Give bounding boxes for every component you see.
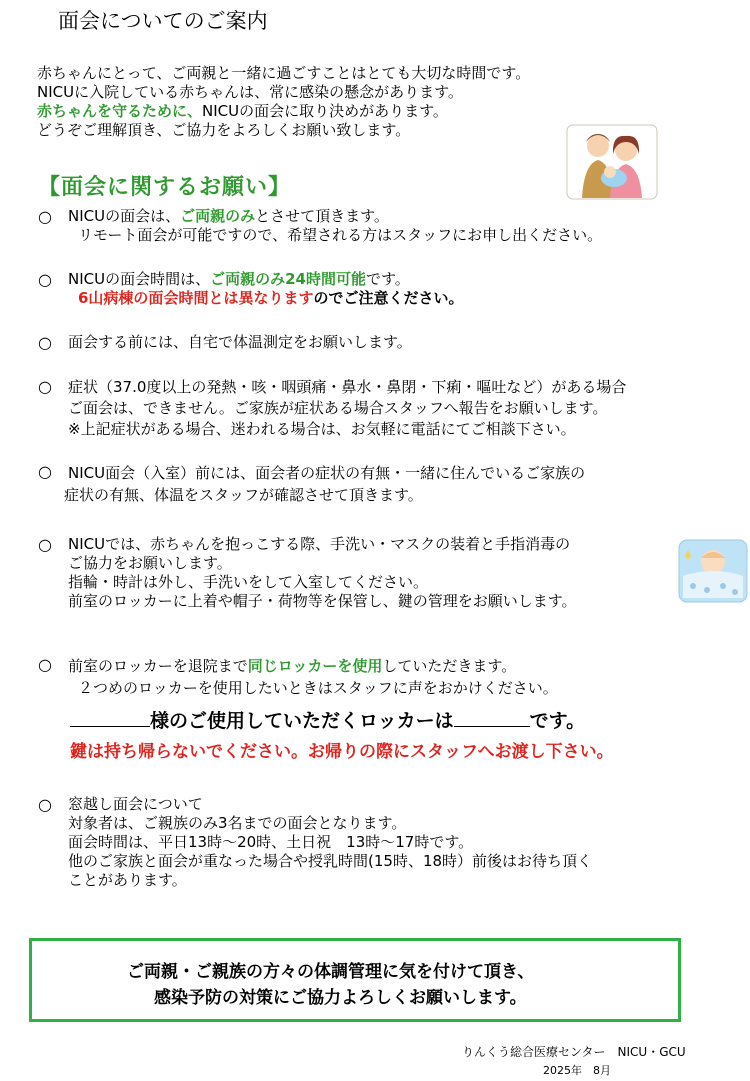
item6-line-2: ご協力をお願いします。 (68, 554, 232, 572)
key-warning: 鍵は持ち帰らないでください。お帰りの際にスタッフへお渡し下さい。 (70, 742, 614, 762)
item8-line-4: 他のご家族と面会が重なった場合や授乳時間(15時、18時）前後はお待ち頂く (68, 852, 593, 870)
bullet-circle-icon: ○ (38, 333, 52, 352)
item2-line-1 (68, 270, 463, 289)
locker-text-1: 様のご使用していただくロッカーは (150, 710, 454, 732)
bullet-circle-icon: ○ (38, 655, 52, 674)
item2-emphasis: ご両親のみ24時間可能 (210, 270, 366, 288)
locker-assignment-line (70, 708, 585, 734)
intro-line-3 (37, 102, 530, 121)
item2-text-a: NICUの面会時間は、 (68, 270, 211, 288)
item8-line-3: 面会時間は、平日13時～20時、土日祝 13時～17時です。 (68, 833, 474, 851)
item6-line-3: 指輪・時計は外し、手洗いをして入室してください。 (68, 573, 429, 591)
item7-text-c: していただきます。 (382, 657, 517, 675)
closing-line-1: ご両親・ご親族の方々の体調管理に気を付けて頂き、 (127, 962, 535, 982)
footer-date: 2025年 8月 (543, 1064, 611, 1077)
item1-line-2: リモート面会が可能ですので、希望される方はスタッフにお申し出ください。 (78, 226, 603, 244)
bullet-circle-icon: ○ (38, 535, 52, 554)
page-title: 面会についてのご案内 (58, 9, 268, 33)
locker-number-blank-field[interactable] (454, 726, 530, 727)
intro-line-2: NICUに入院している赤ちゃんは、常に感染の懸念があります。 (37, 83, 463, 101)
item8-line-2: 対象者は、ご親族のみ3名までの面会となります。 (68, 814, 407, 832)
item1-line-1 (68, 207, 602, 226)
item7-text-a: 前室のロッカーを退院まで (68, 657, 248, 675)
bullet-circle-icon: ○ (38, 795, 52, 814)
locker-text-2: です。 (529, 710, 586, 732)
item4-line-3: ※上記症状がある場合、迷われる場合は、お気軽に電話にてご相談下さい。 (68, 420, 576, 438)
footer-organization: りんくう総合医療センター NICU・GCU (462, 1045, 686, 1059)
item1-text-c: とさせて頂きます。 (255, 207, 389, 225)
item8-line-1: 窓越し面会について (68, 795, 203, 813)
item2-line-2 (68, 289, 463, 308)
bullet-circle-icon: ○ (38, 377, 52, 396)
item6-line-4: 前室のロッカーに上着や帽子・荷物等を保管し、鍵の管理をお願いします。 (68, 592, 577, 610)
baby-illustration-icon (677, 536, 749, 604)
bullet-circle-icon: ○ (38, 270, 52, 289)
closing-message-box (29, 938, 681, 1022)
name-blank-field[interactable] (70, 726, 150, 727)
item8-line-5: ことがあります。 (68, 871, 187, 889)
item5-line-2: 症状の有無、体温をスタッフが確認させて頂きます。 (64, 486, 423, 504)
item5-line-1: NICU面会（入室）前には、面会者の症状の有無・一緒に住んでいるご家族の (68, 464, 586, 482)
section-heading: 【面会に関するお願い】 (38, 175, 292, 200)
item2-text-c: です。 (365, 270, 410, 288)
item4-line-2: ご面会は、できません。ご家族が症状ある場合スタッフへ報告をお願いします。 (68, 399, 608, 417)
item2-line-2-rest: のでご注意ください。 (313, 289, 464, 307)
item1-emphasis: ご両親のみ (180, 207, 256, 225)
bullet-circle-icon: ○ (38, 207, 52, 226)
item7-emphasis: 同じロッカーを使用 (247, 657, 383, 675)
intro-text (37, 64, 530, 140)
intro-line-1: 赤ちゃんにとって、ご両親と一緒に過ごすことはとても大切な時間です。 (37, 64, 531, 82)
item6-line-1: NICUでは、赤ちゃんを抱っこする際、手洗い・マスクの装着と手指消毒の (68, 535, 571, 553)
intro-line-3-rest: NICUの面会に取り決めがあります。 (202, 102, 448, 120)
item1-text-a: NICUの面会は、 (68, 207, 181, 225)
intro-line-4: どうぞご理解頂き、ご協力をよろしくお願い致します。 (37, 121, 411, 139)
closing-line-2: 感染予防の対策にご協力よろしくお願いします。 (154, 988, 527, 1008)
bullet-circle-icon: ○ (38, 462, 52, 481)
item2-warning: 6山病棟の面会時間とは異なります (78, 289, 314, 307)
item7-line-2: ２つめのロッカーを使用したいときはスタッフに声をおかけください。 (78, 679, 558, 697)
family-illustration-icon (566, 124, 658, 200)
item4-line-1: 症状（37.0度以上の発熱・咳・咽頭痛・鼻水・鼻閉・下痢・嘔吐など）がある場合 (68, 378, 627, 396)
intro-emphasis: 赤ちゃんを守るために、 (37, 102, 203, 120)
item7-line-1 (68, 655, 558, 677)
item3-line-1: 面会する前には、自宅で体温測定をお願いします。 (68, 333, 412, 351)
